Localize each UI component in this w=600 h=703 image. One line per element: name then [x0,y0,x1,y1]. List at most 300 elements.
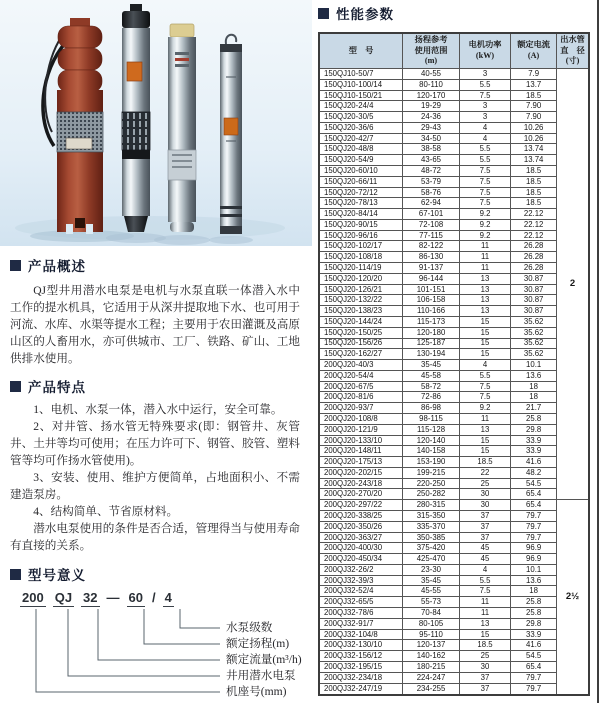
current-cell: 30.87 [511,273,557,284]
product-photo [0,0,312,246]
current-cell: 18 [511,381,557,392]
power-cell: 9.2 [459,230,510,241]
overview-body: QJ型井用潜水电泵是电机与水泵直联一体潜入水中工作的提水机具，它适用于从深井提取地下水、也可用于河流、水库、水渠等提水工程；主要用于农田灌溉及高原山区的人畜用水，亦可供城市、工厂、铁路、矿山、工地供排水使用。 [10,284,300,365]
table-row [319,543,589,554]
table-row [319,381,589,392]
head-range-cell: 58-72 [403,381,460,392]
model-cell: 200QJ20-363/27 [319,532,403,543]
power-cell: 15 [459,349,510,360]
current-cell: 18.5 [511,198,557,209]
model-cell: 150QJ20-66/11 [319,176,403,187]
table-row [319,413,589,424]
model-cell: 200QJ20-400/30 [319,543,403,554]
current-cell: 35.62 [511,316,557,327]
model-code [20,590,300,608]
table-row [319,575,589,586]
power-cell: 11 [459,608,510,619]
performance-table [318,32,590,696]
head-range-cell: 125-187 [403,338,460,349]
head-range-cell: 120-170 [403,90,460,101]
current-cell: 7.90 [511,101,557,112]
performance-heading [318,3,590,23]
current-cell: 13.6 [511,370,557,381]
table-row [319,273,589,284]
table-row [319,230,589,241]
table-row [319,564,589,575]
model-cell: 150QJ20-138/23 [319,306,403,317]
feature-item: 3、安装、使用、维护方便简单，占地面积小、不需建造泵房。 [10,471,300,501]
head-range-cell: 80-110 [403,79,460,90]
head-range-cell: 120-137 [403,640,460,651]
power-cell: 4 [459,360,510,371]
current-cell: 96.9 [511,543,557,554]
features-title: 产品特点 [28,380,86,395]
head-range-cell: 375-420 [403,543,460,554]
table-row [319,284,589,295]
current-cell: 33.9 [511,629,557,640]
head-range-cell: 140-158 [403,446,460,457]
current-cell: 13.74 [511,144,557,155]
model-cell: 150QJ20-120/20 [319,273,403,284]
head-range-cell: 35-45 [403,575,460,586]
head-range-cell: 45-58 [403,370,460,381]
page-edge-line [597,0,599,703]
model-cell: 150QJ20-114/19 [319,263,403,274]
model-label-head: 额定扬程(m) [226,637,290,650]
power-cell: 9.2 [459,403,510,414]
power-cell: 13 [459,273,510,284]
power-cell: 13 [459,284,510,295]
head-range-cell: 224-247 [403,672,460,683]
current-cell: 41.6 [511,640,557,651]
model-cell: 200QJ20-108/8 [319,413,403,424]
power-cell: 3 [459,68,510,79]
section-product-features [0,376,312,554]
current-cell: 35.62 [511,338,557,349]
model-cell: 150QJ20-132/22 [319,295,403,306]
outlet-diameter-cell: 2 [557,68,589,499]
power-cell: 7.5 [459,176,510,187]
power-cell: 7.5 [459,392,510,403]
table-header-row [319,33,589,68]
power-cell: 11 [459,263,510,274]
model-cell: 200QJ32-104/8 [319,629,403,640]
model-cell: 200QJ20-297/22 [319,500,403,511]
power-cell: 30 [459,489,510,500]
head-range-cell: 70-84 [403,608,460,619]
head-range-cell: 120-140 [403,435,460,446]
model-cell: 150QJ20-42/7 [319,133,403,144]
head-range-cell: 77-115 [403,230,460,241]
model-cell: 150QJ20-102/17 [319,241,403,252]
table-row [319,133,589,144]
model-cell: 200QJ20-270/20 [319,489,403,500]
current-cell: 79.7 [511,532,557,543]
head-range-cell: 335-370 [403,521,460,532]
model-cell: 200QJ20-338/25 [319,511,403,522]
head-range-cell: 58-76 [403,187,460,198]
table-row [319,446,589,457]
model-cell: 200QJ20-81/6 [319,392,403,403]
table-row [319,618,589,629]
power-cell: 18.5 [459,457,510,468]
section-bullet-icon [318,8,329,19]
model-label-type: 井用潜水电泵 [226,669,296,682]
model-code-type: QJ [54,590,73,605]
head-range-cell: 34-50 [403,133,460,144]
col-header-model: 型 号 [319,33,403,68]
current-cell: 22.12 [511,219,557,230]
table-row [319,370,589,381]
power-cell: 15 [459,629,510,640]
current-cell: 18 [511,586,557,597]
current-cell: 54.5 [511,651,557,662]
power-cell: 30 [459,661,510,672]
model-cell: 200QJ32-78/6 [319,608,403,619]
model-cell: 150QJ20-90/15 [319,219,403,230]
model-cell: 150QJ20-78/13 [319,198,403,209]
head-range-cell: 19-29 [403,101,460,112]
power-cell: 45 [459,554,510,565]
current-cell: 35.62 [511,327,557,338]
current-cell: 48.2 [511,467,557,478]
power-cell: 15 [459,327,510,338]
power-cell: 7.5 [459,187,510,198]
table-row [319,144,589,155]
table-row [319,478,589,489]
model-label-flow: 额定流量(m³/h) [226,653,302,666]
current-cell: 26.28 [511,241,557,252]
head-range-cell: 72-86 [403,392,460,403]
model-cell: 150QJ20-144/24 [319,316,403,327]
table-row [319,511,589,522]
model-label-stages: 水泵级数 [226,621,273,634]
power-cell: 30 [459,500,510,511]
table-row [319,316,589,327]
table-row [319,661,589,672]
head-range-cell: 80-105 [403,618,460,629]
current-cell: 10.26 [511,133,557,144]
head-range-cell: 91-137 [403,263,460,274]
head-range-cell: 98-115 [403,413,460,424]
model-cell: 150QJ20-108/18 [319,252,403,263]
model-cell: 200QJ20-350/26 [319,521,403,532]
model-cell: 200QJ32-234/18 [319,672,403,683]
model-cell: 150QJ20-150/25 [319,327,403,338]
section-bullet-icon [10,569,21,580]
model-cell: 200QJ32-195/15 [319,661,403,672]
current-cell: 25.8 [511,413,557,424]
overview-heading [10,255,300,275]
col-header-outlet-diameter: 出水管 直 径 (寸) [557,33,589,68]
head-range-cell: 55-73 [403,597,460,608]
table-row [319,338,589,349]
model-cell: 200QJ20-450/34 [319,554,403,565]
head-range-cell: 220-250 [403,478,460,489]
power-cell: 5.5 [459,79,510,90]
model-meaning-diagram [20,590,300,703]
power-cell: 11 [459,597,510,608]
current-cell: 96.9 [511,554,557,565]
model-cell: 150QJ10-150/21 [319,90,403,101]
feature-item: 4、结构简单、节省原材料。 [33,505,179,518]
head-range-cell: 43-65 [403,155,460,166]
current-cell: 7.90 [511,112,557,123]
table-row [319,554,589,565]
model-cell: 200QJ20-40/3 [319,360,403,371]
table-row [319,403,589,414]
power-cell: 15 [459,446,510,457]
head-range-cell: 120-180 [403,327,460,338]
table-row [319,651,589,662]
current-cell: 13.7 [511,79,557,90]
power-cell: 7.5 [459,586,510,597]
model-cell: 150QJ10-100/14 [319,79,403,90]
current-cell: 35.62 [511,349,557,360]
current-cell: 30.87 [511,284,557,295]
current-cell: 18.5 [511,90,557,101]
model-code-head: 60 [128,590,143,605]
table-row [319,263,589,274]
table-row [319,435,589,446]
section-model-meaning [0,564,312,703]
power-cell: 5.5 [459,144,510,155]
table-row [319,112,589,123]
head-range-cell: 315-350 [403,511,460,522]
power-cell: 25 [459,651,510,662]
power-cell: 25 [459,478,510,489]
power-cell: 9.2 [459,209,510,220]
head-range-cell: 425-470 [403,554,460,565]
section-product-overview [0,255,312,367]
current-cell: 18 [511,392,557,403]
model-code-stages: 4 [164,590,172,605]
power-cell: 5.5 [459,370,510,381]
model-cell: 200QJ20-93/7 [319,403,403,414]
current-cell: 10.1 [511,564,557,575]
power-cell: 13 [459,424,510,435]
power-cell: 9.2 [459,219,510,230]
head-range-cell: 96-144 [403,273,460,284]
head-range-cell: 180-215 [403,661,460,672]
head-range-cell: 48-72 [403,166,460,177]
head-range-cell: 110-166 [403,306,460,317]
model-code-flow: 32 [83,590,98,605]
table-row [319,68,589,79]
head-range-cell: 101-151 [403,284,460,295]
head-range-cell: 106-158 [403,295,460,306]
model-cell: 150QJ20-36/6 [319,122,403,133]
model-cell: 150QJ20-60/10 [319,166,403,177]
model-cell: 150QJ10-50/7 [319,68,403,79]
power-cell: 3 [459,112,510,123]
table-row [319,90,589,101]
model-code-slash: / [151,590,156,605]
table-row [319,79,589,90]
table-row [319,327,589,338]
head-range-cell: 23-30 [403,564,460,575]
table-row [319,629,589,640]
model-heading [10,564,300,584]
model-cell: 200QJ32-130/10 [319,640,403,651]
features-heading [10,376,300,396]
col-header-motor-power: 电机功率 (kW) [459,33,510,68]
table-row [319,101,589,112]
table-row [319,241,589,252]
model-cell: 150QJ20-162/27 [319,349,403,360]
head-range-cell: 115-173 [403,316,460,327]
features-note: 潜水电泵使用的条件是否合适，管理得当与使用寿命有直接的关系。 [10,522,300,552]
head-range-cell: 62-94 [403,198,460,209]
table-row [319,457,589,468]
current-cell: 13.6 [511,575,557,586]
current-cell: 65.4 [511,661,557,672]
current-cell: 10.26 [511,122,557,133]
power-cell: 7.5 [459,198,510,209]
table-row [319,640,589,651]
head-range-cell: 95-110 [403,629,460,640]
current-cell: 26.28 [511,252,557,263]
section-bullet-icon [10,381,21,392]
overview-title: 产品概述 [28,259,86,274]
current-cell: 41.6 [511,457,557,468]
head-range-cell: 72-108 [403,219,460,230]
head-range-cell: 40-55 [403,68,460,79]
table-row [319,209,589,220]
table-row [319,532,589,543]
power-cell: 37 [459,532,510,543]
current-cell: 29.8 [511,424,557,435]
current-cell: 18.5 [511,176,557,187]
power-cell: 37 [459,672,510,683]
model-cell: 200QJ20-54/4 [319,370,403,381]
model-cell: 150QJ20-54/9 [319,155,403,166]
table-row [319,166,589,177]
current-cell: 79.7 [511,683,557,695]
power-cell: 18.5 [459,640,510,651]
model-cell: 200QJ20-175/13 [319,457,403,468]
table-row [319,467,589,478]
head-range-cell: 280-315 [403,500,460,511]
table-row [319,608,589,619]
table-row [319,586,589,597]
power-cell: 7.5 [459,90,510,101]
head-range-cell: 29-43 [403,122,460,133]
model-cell: 200QJ32-52/4 [319,586,403,597]
current-cell: 25.8 [511,608,557,619]
table-row [319,683,589,695]
table-row [319,597,589,608]
power-cell: 37 [459,683,510,695]
power-cell: 13 [459,618,510,629]
current-cell: 13.74 [511,155,557,166]
table-row [319,176,589,187]
model-cell: 200QJ20-202/15 [319,467,403,478]
head-range-cell: 82-122 [403,241,460,252]
feature-item: 2、对井管、扬水管无特殊要求(即：钢管井、灰管井、土井等均可使用；在压力许可下、钢管、胶管、塑料管等均可作扬水管使用)。 [10,420,300,467]
table-row [319,295,589,306]
head-range-cell: 38-58 [403,144,460,155]
model-cell: 150QJ20-30/5 [319,112,403,123]
head-range-cell: 234-255 [403,683,460,695]
table-row [319,489,589,500]
pump-photo-steel-beige-cap [168,24,196,232]
section-bullet-icon [10,260,21,271]
model-cell: 150QJ20-24/4 [319,101,403,112]
table-row [319,198,589,209]
power-cell: 45 [459,543,510,554]
power-cell: 5.5 [459,575,510,586]
model-cell: 150QJ20-48/8 [319,144,403,155]
performance-title: 性能参数 [336,7,394,22]
model-cell: 200QJ32-39/3 [319,575,403,586]
model-cell: 200QJ32-156/12 [319,651,403,662]
power-cell: 4 [459,122,510,133]
model-cell: 150QJ20-72/12 [319,187,403,198]
table-row [319,424,589,435]
pumps-photo-illustration [0,0,312,246]
feature-item: 1、电机、水泵一体，潜入水中运行，安全可靠。 [33,403,283,416]
model-cell: 200QJ20-133/10 [319,435,403,446]
head-range-cell: 86-98 [403,403,460,414]
head-range-cell: 35-45 [403,360,460,371]
table-row [319,155,589,166]
current-cell: 33.9 [511,446,557,457]
head-range-cell: 67-101 [403,209,460,220]
outlet-diameter-cell: 2½ [557,500,589,695]
performance-table-body [319,68,589,695]
power-cell: 11 [459,252,510,263]
model-title: 型号意义 [28,568,86,583]
col-header-rated-current: 额定电流 (A) [511,33,557,68]
model-cell: 150QJ20-126/21 [319,284,403,295]
current-cell: 79.7 [511,521,557,532]
power-cell: 13 [459,295,510,306]
power-cell: 37 [459,511,510,522]
model-cell: 200QJ20-148/11 [319,446,403,457]
head-range-cell: 53-79 [403,176,460,187]
head-range-cell: 140-162 [403,651,460,662]
table-row [319,360,589,371]
current-cell: 26.28 [511,263,557,274]
pump-photo-thin-steel [220,35,242,234]
current-cell: 79.7 [511,511,557,522]
current-cell: 10.1 [511,360,557,371]
power-cell: 5.5 [459,155,510,166]
power-cell: 11 [459,241,510,252]
table-row [319,187,589,198]
model-cell: 200QJ32-65/5 [319,597,403,608]
table-row [319,252,589,263]
power-cell: 4 [459,133,510,144]
head-range-cell: 199-215 [403,467,460,478]
table-row [319,521,589,532]
model-cell: 150QJ20-84/14 [319,209,403,220]
col-header-head-range: 扬程参考 使用范围 (m) [403,33,460,68]
head-range-cell: 86-130 [403,252,460,263]
current-cell: 18.5 [511,166,557,177]
pump-photo-steel-black-cap [122,4,150,232]
current-cell: 65.4 [511,489,557,500]
table-row [319,392,589,403]
model-cell: 150QJ20-156/26 [319,338,403,349]
current-cell: 65.4 [511,500,557,511]
power-cell: 11 [459,413,510,424]
right-panel [312,0,600,703]
table-row [319,349,589,360]
table-row [319,672,589,683]
current-cell: 22.12 [511,209,557,220]
